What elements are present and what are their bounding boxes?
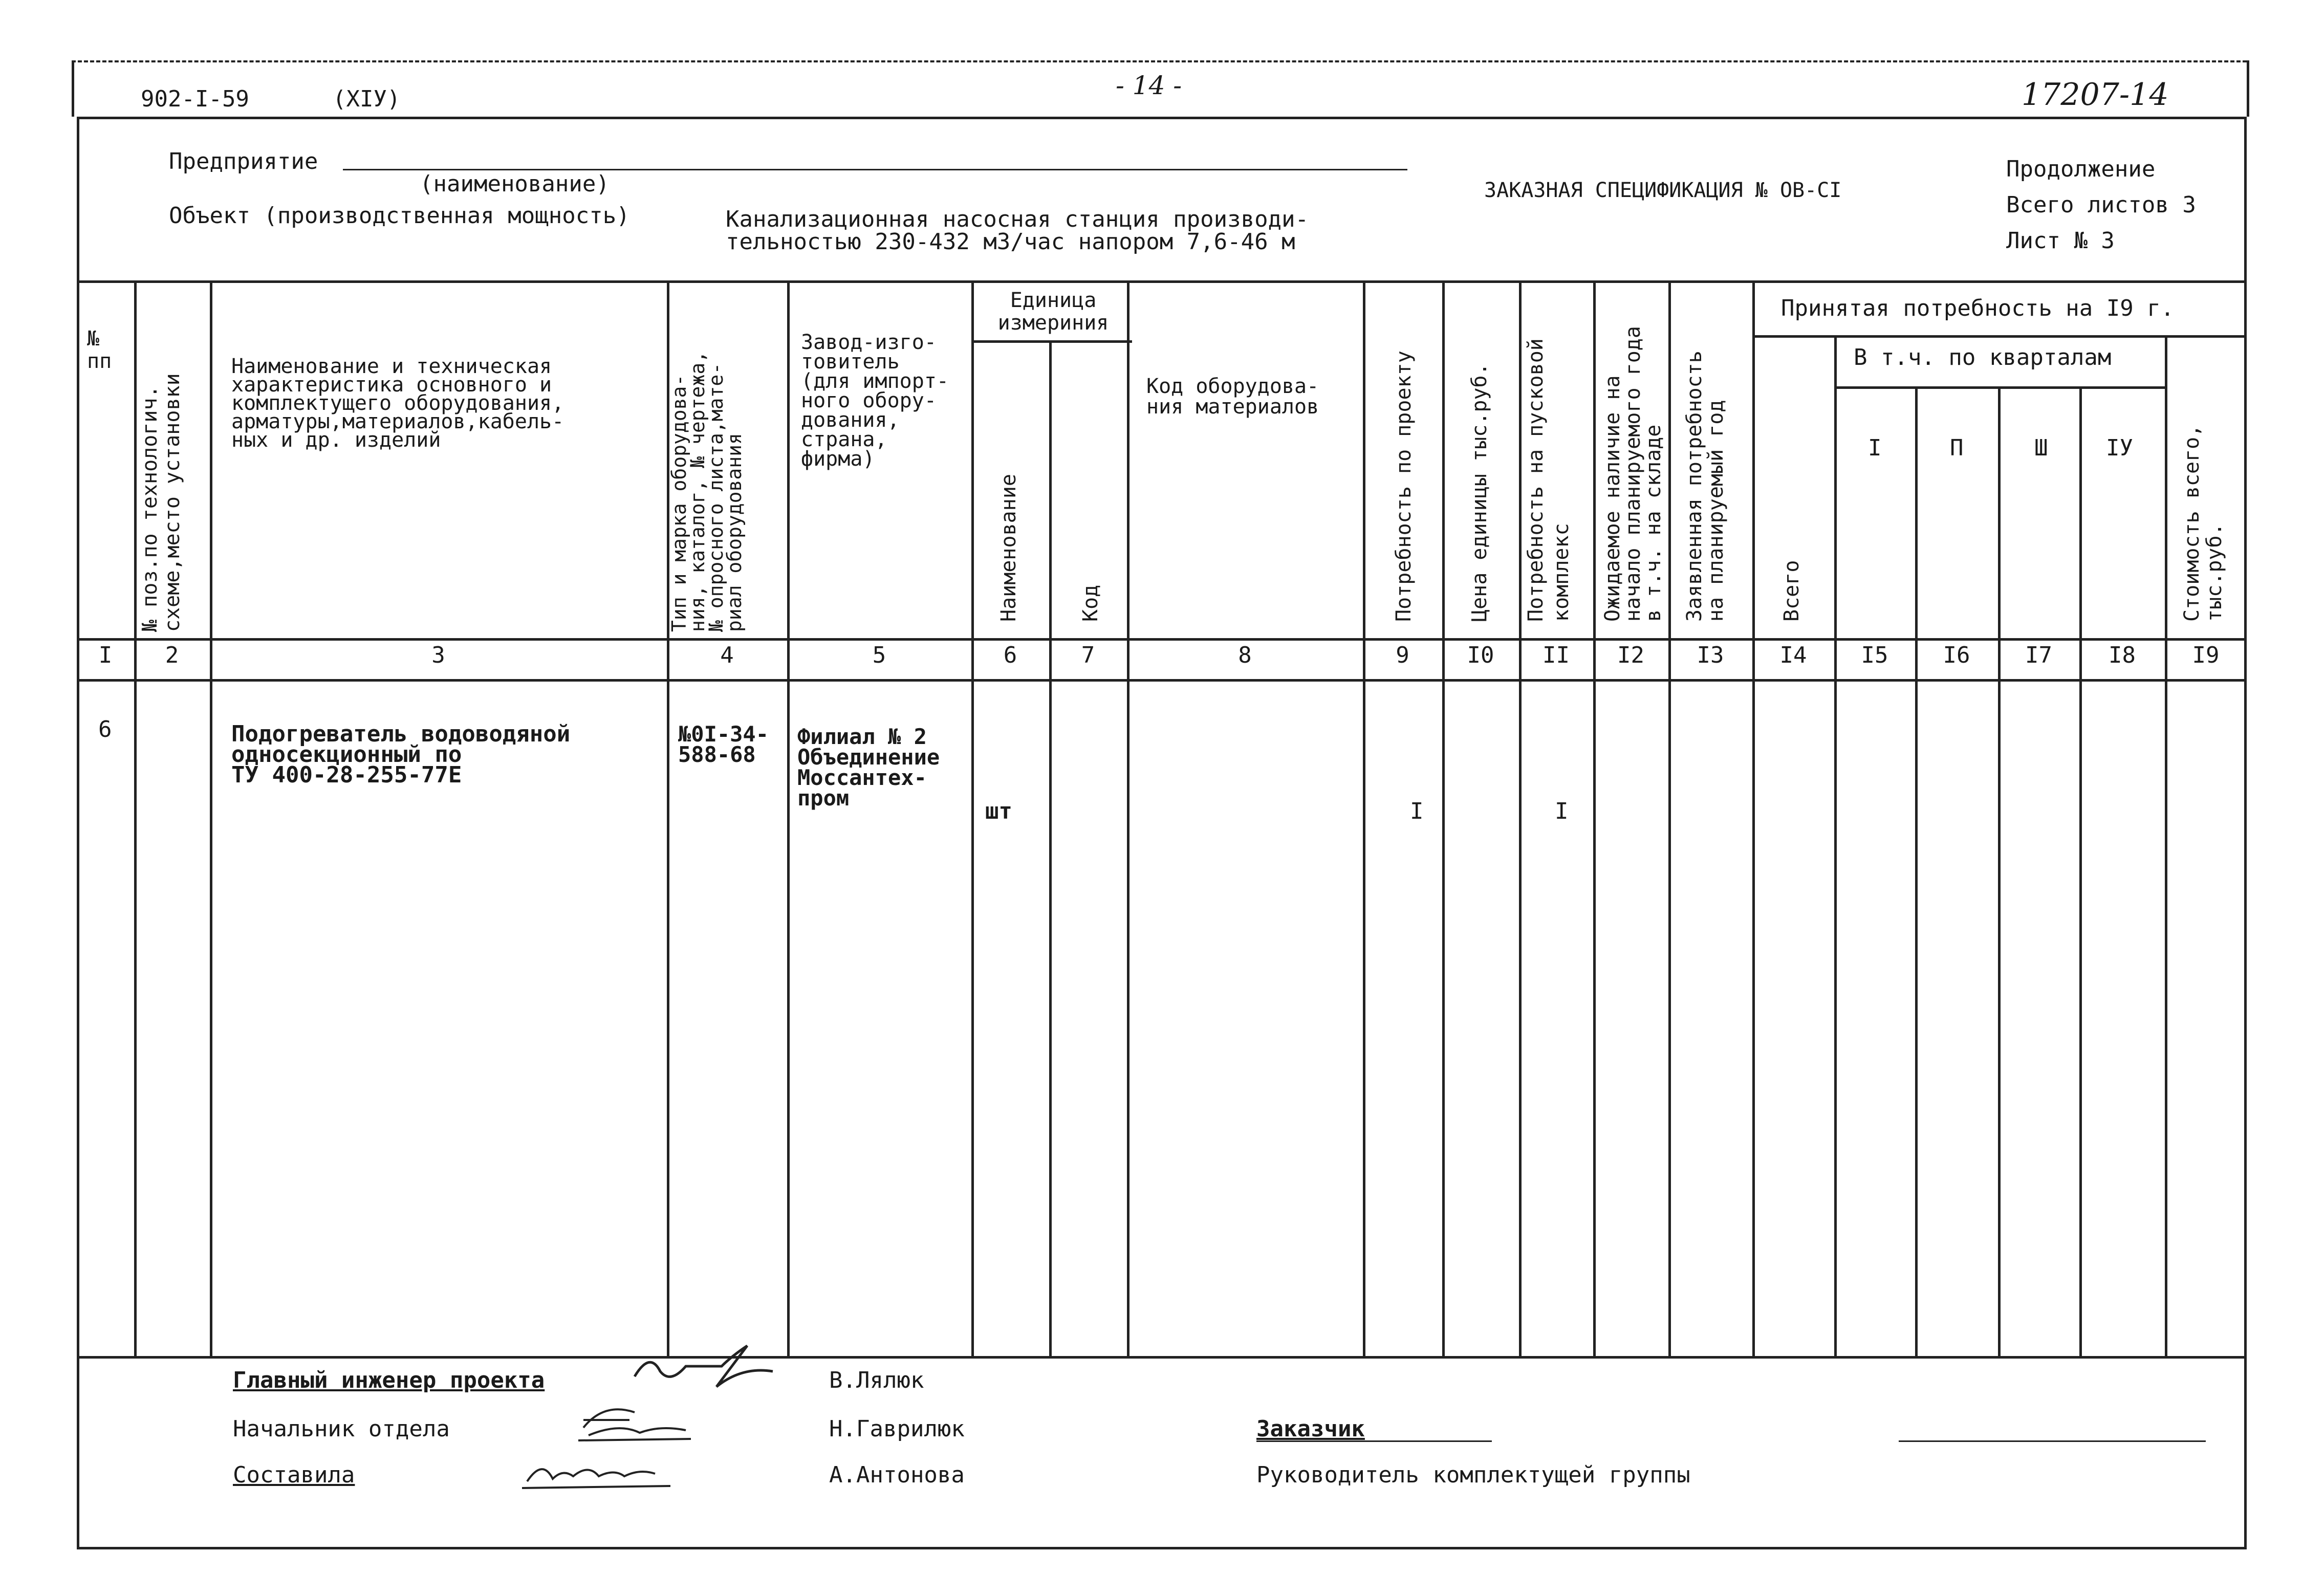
row-type: №0I-34- 588-68	[678, 722, 769, 767]
unit-group-line	[971, 340, 1132, 343]
quarter-2: П	[1950, 435, 1964, 461]
col-4-header-b: ния, каталог, № чертежа,	[686, 351, 709, 632]
col-sep	[134, 280, 137, 1356]
col-13-header-a: Заявленная потребность	[1683, 351, 1706, 622]
col-11-header-a: Потребность на пусковой	[1524, 338, 1548, 622]
col-sep	[1998, 386, 2001, 1356]
column-number: 8	[1238, 642, 1252, 668]
unit-group-header: Единица измериния	[997, 289, 1109, 335]
number-row-bottom-line	[77, 679, 2247, 682]
col-sep	[1127, 280, 1129, 1356]
column-number: 4	[720, 642, 734, 668]
col-1-header: № пп	[87, 327, 112, 373]
body-bottom-line	[77, 1356, 2247, 1359]
chief-engineer-label: Главный инженер проекта	[233, 1367, 545, 1393]
col-sep	[210, 280, 212, 1356]
quarters-header: В т.ч. по кварталам	[1854, 344, 2112, 370]
department-head-name: Н.Гаврилюк	[829, 1416, 965, 1442]
col-12-header-c: в т.ч. на складе	[1642, 424, 1665, 622]
left-edge	[72, 60, 74, 117]
sheet-number: Лист № 3	[2006, 228, 2115, 254]
accepted-line	[1752, 335, 2247, 338]
column-number: 9	[1396, 642, 1409, 668]
column-number: II	[1542, 642, 1570, 668]
object-value-1: Канализационная насосная станция производи-	[726, 206, 1309, 232]
chief-engineer-name: В.Лялюк	[829, 1367, 924, 1393]
col-4-header-a: Тип и марка оборудова-	[668, 374, 690, 632]
col-9-header: Потребность по проекту	[1392, 351, 1416, 622]
column-number: I7	[2025, 642, 2052, 668]
object-value-2: тельностью 230-432 м3/час напором 7,6-46 м	[726, 229, 1295, 255]
col-12-header-a: Ожидаемое наличие на	[1601, 375, 1624, 622]
col-4-header-d: риал оборудования	[723, 433, 746, 632]
col-sep	[1049, 340, 1052, 1356]
column-number: I2	[1617, 642, 1644, 668]
enterprise-hint: (наименование)	[420, 171, 610, 197]
customer-line	[1256, 1440, 1492, 1442]
col-sep	[2079, 386, 2082, 1356]
column-number: 2	[165, 642, 179, 668]
row-need-start: I	[1555, 798, 1569, 824]
col-2-header-a: № поз.по технологич.	[138, 385, 162, 632]
row-maker: Филиал № 2 Объединение Моссантех- пром	[797, 724, 940, 811]
quarter-3: Ш	[2034, 435, 2048, 461]
customer-sign-line	[1899, 1440, 2206, 1442]
col-sep	[2165, 335, 2167, 1356]
main-frame	[77, 117, 2247, 1549]
table-top	[77, 280, 2247, 283]
row-need-project: I	[1410, 798, 1424, 824]
accepted-header: Принятая потребность на I9 г.	[1781, 295, 2175, 321]
col-11-header-b: комплекс	[1550, 523, 1573, 622]
column-number: I9	[2192, 642, 2220, 668]
col-8-header: Код оборудова- ния материалов	[1146, 375, 1319, 419]
col-sep	[1834, 335, 1837, 1356]
col-sep	[1363, 280, 1365, 1356]
quarter-4: IУ	[2106, 435, 2133, 461]
doc-code: 902-I-59	[141, 86, 249, 112]
col-14-header: Всего	[1780, 560, 1804, 622]
continuation: Продолжение	[2006, 156, 2156, 182]
author-name: А.Антонова	[829, 1462, 965, 1488]
album-number: (XIУ)	[333, 86, 401, 112]
total-sheets: Всего листов 3	[2006, 192, 2196, 218]
col-2-header-b: схеме,место установки	[161, 373, 184, 632]
col-sep	[787, 280, 790, 1356]
department-head-label: Начальник отдела	[233, 1416, 450, 1442]
author-signature	[517, 1448, 681, 1496]
author-label: Составила	[233, 1462, 355, 1488]
column-number: 7	[1081, 642, 1095, 668]
col-sep	[1593, 280, 1596, 1356]
col-19-header-b: тыс.руб.	[2203, 523, 2226, 622]
row-number: 6	[98, 716, 112, 742]
header-bottom-line	[77, 638, 2247, 641]
chief-engineer-signature	[629, 1336, 798, 1399]
col-sep	[1915, 386, 1918, 1356]
col-sep	[971, 280, 974, 1356]
column-number: 5	[872, 642, 886, 668]
department-head-signature	[573, 1397, 696, 1445]
column-number: I	[98, 642, 113, 668]
col-13-header-b: на планируемый год	[1704, 400, 1728, 622]
customer-label: Заказчик	[1256, 1416, 1365, 1442]
col-19-header-a: Стоимость всего,	[2180, 424, 2204, 622]
row-unit: шт	[985, 798, 1012, 824]
top-border	[72, 60, 2247, 62]
col-10-header: Цена единицы тыс.руб.	[1468, 363, 1491, 622]
enterprise-line	[343, 169, 1407, 170]
col-7-header: Код	[1079, 584, 1102, 622]
enterprise-label: Предприятие	[169, 148, 318, 174]
column-number: 3	[431, 642, 445, 668]
col-sep	[1519, 280, 1522, 1356]
col-3-header: Наименование и техническая характеристика основного и комплектущего оборудования, арматуры,материалов,кабель- ных и др. изделий	[231, 355, 564, 452]
column-number: 6	[1003, 642, 1017, 668]
column-number: I5	[1861, 642, 1888, 668]
spec-title: ЗАКАЗНАЯ СПЕЦИФИКАЦИЯ № ОВ-СI	[1484, 179, 1842, 202]
column-number: I4	[1779, 642, 1807, 668]
page-number: - 14 -	[1116, 71, 1182, 100]
col-sep	[1442, 280, 1445, 1356]
column-number: I8	[2109, 642, 2136, 668]
sheet-code: 17207-14	[2022, 77, 2169, 113]
row-name: Подогреватель водоводяной односекционный по ТУ 400-28-255-77Е	[231, 721, 571, 788]
quarter-1: I	[1868, 435, 1882, 461]
col-6-header: Наименование	[997, 474, 1020, 622]
col-12-header-b: начало планируемого года	[1621, 326, 1645, 622]
column-number: I6	[1943, 642, 1970, 668]
col-5-header: Завод-изго- товитель (для импорт- ного обору- дования, страна, фирма)	[801, 331, 949, 471]
object-label: Объект (производственная мощность)	[169, 203, 630, 229]
right-edge	[2247, 60, 2249, 117]
col-4-header-c: № опросного листа,мате-	[705, 362, 727, 632]
column-number: I3	[1697, 642, 1724, 668]
col-sep	[1752, 280, 1755, 1356]
col-sep	[1668, 280, 1671, 1356]
group-head-label: Руководитель комплектущей группы	[1256, 1462, 1690, 1488]
column-number: I0	[1467, 642, 1494, 668]
